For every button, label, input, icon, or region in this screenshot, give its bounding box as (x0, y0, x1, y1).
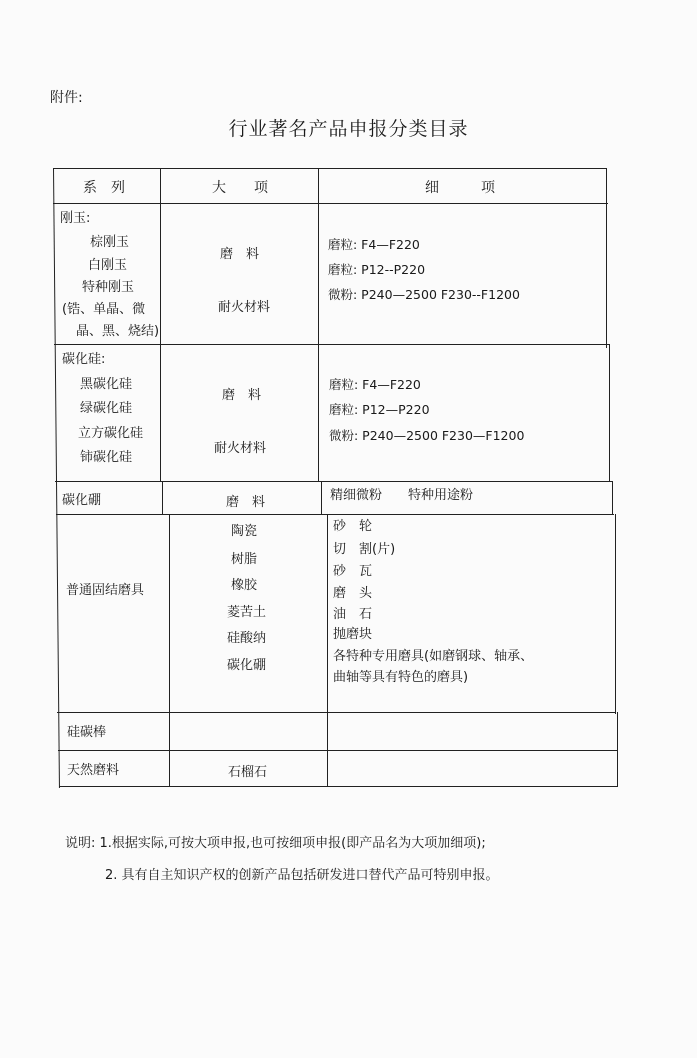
major-item: 耐火材料 (214, 441, 267, 456)
header-series: 系 列 (83, 180, 125, 196)
table-border-right (615, 514, 616, 714)
row-divider (55, 481, 612, 482)
table-border-right (612, 481, 613, 515)
detail-item: 油 石 (333, 607, 373, 622)
column-divider (169, 514, 170, 787)
detail-item: 砂 轮 (333, 519, 373, 534)
detail-item: 切 割(片) (333, 542, 396, 557)
series-item: 绿碳化硅 (80, 401, 133, 416)
column-divider (327, 514, 328, 787)
series-item: 棕刚玉 (90, 235, 130, 250)
series-name: 碳化硼 (62, 493, 102, 508)
series-name: 碳化硅: (62, 352, 106, 367)
table-border-right (617, 712, 618, 787)
detail-item: 微粉: P240—2500 F230--F1200 (328, 287, 520, 302)
major-item: 磨 料 (222, 388, 262, 403)
major-item: 陶瓷 (231, 524, 258, 539)
major-item: 橡胶 (231, 578, 258, 593)
column-divider (318, 168, 319, 482)
row-divider (56, 514, 614, 515)
header-detail: 细 项 (425, 180, 495, 196)
series-item: 晶、黑、烧结) (76, 324, 160, 339)
series-item: 特种刚玉 (82, 280, 135, 295)
table-border-right (606, 168, 607, 348)
major-item: 碳化硼 (227, 658, 267, 673)
major-item: 磨 料 (226, 495, 266, 510)
page-title: 行业著名产品申报分类目录 (228, 118, 469, 140)
table-border-top (53, 168, 606, 169)
table-border-bottom (59, 786, 618, 787)
major-item: 石榴石 (228, 765, 268, 780)
table-header-divider (53, 203, 608, 204)
series-item: (锆、单晶、微 (62, 302, 146, 317)
series-name: 硅碳棒 (67, 725, 107, 740)
row-divider (57, 712, 616, 713)
detail-item: 磨粒: P12--P220 (328, 262, 426, 277)
series-name: 普通固结磨具 (66, 583, 145, 598)
detail-item: 精细微粉 特种用途粉 (330, 488, 474, 503)
series-item: 白刚玉 (88, 258, 128, 273)
series-name: 刚玉: (60, 211, 91, 226)
detail-item: 微粉: P240—2500 F230—F1200 (329, 428, 525, 443)
table-border-left (53, 168, 60, 788)
series-item: 黑碳化硅 (80, 377, 133, 392)
detail-item: 曲轴等具有特色的磨具) (333, 670, 469, 685)
series-item: 立方碳化硅 (78, 426, 144, 441)
major-item: 硅酸纳 (227, 631, 267, 646)
detail-item: 抛磨块 (333, 627, 373, 642)
major-item: 菱苦土 (227, 605, 267, 620)
detail-item: 磨粒: F4—F220 (328, 237, 420, 252)
major-item: 磨 料 (220, 247, 260, 262)
major-item: 耐火材料 (218, 300, 271, 315)
detail-item: 磨粒: P12—P220 (329, 402, 430, 417)
attachment-label: 附件: (50, 90, 83, 106)
series-item: 铈碳化硅 (80, 450, 133, 465)
table-border-right (609, 344, 610, 482)
detail-item: 各特种专用磨具(如磨钢球、轴承、 (333, 649, 534, 664)
column-divider (160, 168, 161, 482)
detail-item: 磨粒: F4—F220 (329, 377, 421, 392)
major-item: 树脂 (231, 552, 258, 567)
detail-item: 砂 瓦 (333, 564, 373, 579)
column-divider (162, 481, 163, 515)
note-line: 说明: 1.根据实际,可按大项申报,也可按细项申报(即产品名为大项加细项); (65, 836, 486, 851)
detail-item: 磨 头 (333, 586, 373, 601)
row-divider (58, 750, 617, 751)
row-divider (54, 344, 610, 345)
series-name: 天然磨料 (67, 763, 120, 778)
note-line: 2. 具有自主知识产权的创新产品包括研发进口替代产品可特别申报。 (105, 868, 499, 883)
header-major: 大 项 (212, 180, 268, 196)
column-divider (321, 481, 322, 515)
